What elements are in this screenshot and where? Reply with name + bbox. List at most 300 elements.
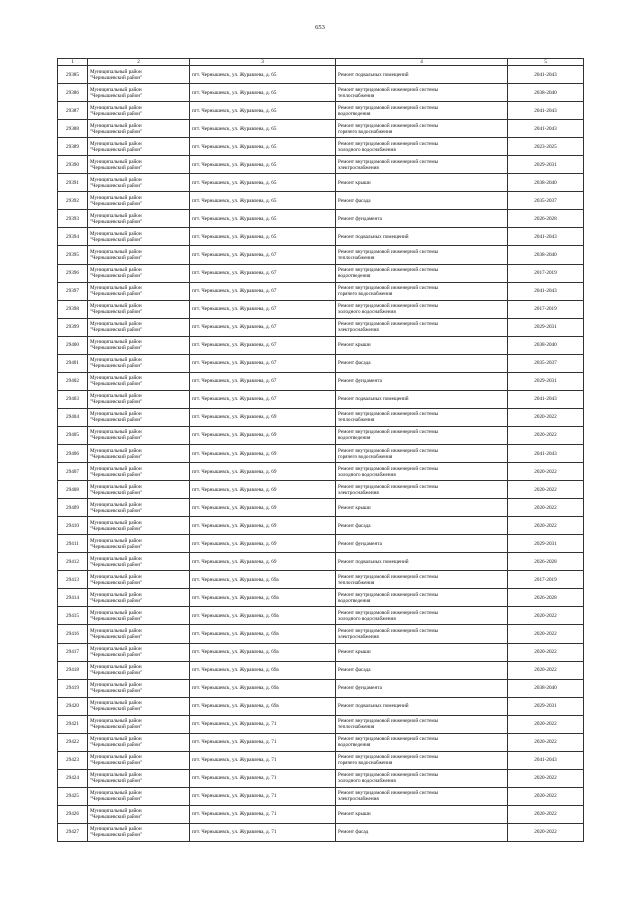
row-number-cell-text: 29423 [66, 757, 79, 764]
row-number-cell [58, 805, 88, 823]
row-number-cell-text: 29408 [66, 486, 79, 493]
municipality-cell-text: Муниципальный район [90, 194, 142, 201]
municipality-cell-text: Муниципальный район [90, 104, 142, 111]
address-cell [190, 444, 336, 462]
period-cell [508, 84, 584, 102]
work-type-cell-text: Ремонт фундамента [338, 685, 382, 692]
municipality-cell-text: Муниципальный район [90, 555, 142, 562]
period-cell [508, 823, 584, 841]
period-cell [508, 679, 584, 697]
address-cell-text: пгт. Чернышевск, ул. Журавлева, д. 69 [192, 522, 277, 529]
municipality-cell-text: "Чернышевский район" [90, 128, 143, 135]
period-cell [508, 408, 584, 426]
address-cell-text: пгт. Чернышевск, ул. Журавлева, д. 67 [192, 306, 277, 313]
address-cell [190, 787, 336, 805]
row-number-cell-text: 29427 [66, 829, 79, 836]
work-type-cell [336, 589, 508, 607]
work-type-cell [336, 354, 508, 372]
work-type-cell-text: горячего водоснабжения [338, 453, 393, 460]
period-cell [508, 66, 584, 84]
work-type-cell [336, 499, 508, 517]
column-header: 3 [190, 59, 336, 66]
work-type-cell-text: Ремонт крыши [338, 179, 371, 186]
municipality-cell-text: Муниципальный район [90, 267, 142, 274]
municipality-cell [88, 138, 190, 156]
municipality-cell-text: Муниципальный район [90, 122, 142, 129]
municipality-cell [88, 192, 190, 210]
work-type-cell [336, 192, 508, 210]
work-type-cell-text: Ремонт внутридомовой инженерной системы [338, 104, 439, 111]
period-cell [508, 174, 584, 192]
address-cell-text: пгт. Чернышевск, ул. Журавлева, д. 65 [192, 89, 277, 96]
work-type-cell [336, 318, 508, 336]
work-type-cell [336, 715, 508, 733]
work-type-cell-text: водоотведения [338, 435, 371, 442]
municipality-cell-text: "Чернышевский район" [90, 345, 143, 352]
row-number-cell-text: 29402 [66, 378, 79, 385]
municipality-cell-text: Муниципальный район [90, 285, 142, 292]
work-type-cell-text: Ремонт внутридомовой инженерной системы [338, 573, 439, 580]
work-type-cell-text: теплоснабжения [338, 579, 375, 586]
municipality-cell [88, 318, 190, 336]
period-cell-text: 2017-2019 [534, 270, 557, 277]
address-cell [190, 535, 336, 553]
municipality-cell-text: Муниципальный район [90, 718, 142, 725]
period-cell [508, 751, 584, 769]
work-type-cell-text: Ремонт внутридомовой инженерной системы [338, 483, 439, 490]
period-cell-text: 2029-2031 [534, 540, 557, 547]
municipality-cell-text: "Чернышевский район" [90, 688, 143, 695]
address-cell-text: пгт. Чернышевск, ул. Журавлева, д. 69а [192, 685, 279, 692]
row-number-cell [58, 769, 88, 787]
work-type-cell [336, 408, 508, 426]
work-type-cell [336, 661, 508, 679]
work-type-cell-text: Ремонт внутридомовой инженерной системы [338, 429, 439, 436]
work-type-cell-text: холодного водоснабжения [338, 615, 396, 622]
municipality-cell-text: "Чернышевский район" [90, 652, 143, 659]
row-number-cell-text: 29415 [66, 612, 79, 619]
address-cell-text: пгт. Чернышевск, ул. Журавлева, д. 69 [192, 414, 277, 421]
work-type-cell-text: Ремонт крыши [338, 504, 371, 511]
work-type-cell-text: Ремонт фундамента [338, 215, 382, 222]
municipality-cell-text: "Чернышевский район" [90, 182, 143, 189]
table-row [58, 246, 584, 264]
period-cell [508, 715, 584, 733]
municipality-cell [88, 66, 190, 84]
row-number-cell-text: 29413 [66, 576, 79, 583]
table-row [58, 787, 584, 805]
row-number-cell-text: 29405 [66, 432, 79, 439]
period-cell-text: 2029-2031 [534, 378, 557, 385]
work-type-cell-text: Ремонт внутридомовой инженерной системы [338, 267, 439, 274]
table-row [58, 174, 584, 192]
address-cell [190, 733, 336, 751]
municipality-cell [88, 643, 190, 661]
address-cell [190, 174, 336, 192]
address-cell [190, 481, 336, 499]
municipality-cell [88, 246, 190, 264]
row-number-cell [58, 787, 88, 805]
period-cell-text: 2020-2022 [534, 468, 557, 475]
work-type-cell-text: Ремонт внутридомовой инженерной системы [338, 86, 439, 93]
row-number-cell [58, 264, 88, 282]
address-cell [190, 300, 336, 318]
municipality-cell-text: "Чернышевский район" [90, 200, 143, 207]
period-cell [508, 481, 584, 499]
period-cell [508, 805, 584, 823]
work-type-cell-text: холодного водоснабжения [338, 309, 396, 316]
period-cell [508, 354, 584, 372]
table-row [58, 751, 584, 769]
period-cell-text: 2041-2043 [534, 233, 557, 240]
address-cell [190, 625, 336, 643]
row-number-cell [58, 282, 88, 300]
municipality-cell-text: "Чернышевский район" [90, 796, 143, 803]
period-cell-text: 2020-2022 [534, 739, 557, 746]
address-cell-text: пгт. Чернышевск, ул. Журавлева, д. 65 [192, 161, 277, 168]
period-cell [508, 661, 584, 679]
municipality-cell-text: "Чернышевский район" [90, 724, 143, 731]
municipality-cell-text: Муниципальный район [90, 140, 142, 147]
address-cell-text: пгт. Чернышевск, ул. Журавлева, д. 65 [192, 179, 277, 186]
row-number-cell-text: 29417 [66, 649, 79, 656]
address-cell-text: пгт. Чернышевск, ул. Журавлева, д. 71 [192, 775, 277, 782]
municipality-cell-text: "Чернышевский район" [90, 778, 143, 785]
municipality-cell [88, 535, 190, 553]
period-cell-text: 2029-2031 [534, 703, 557, 710]
address-cell [190, 156, 336, 174]
table-header-row [58, 59, 584, 66]
municipality-cell-text: Муниципальный район [90, 230, 142, 237]
work-type-cell-text: Ремонт внутридомовой инженерной системы [338, 609, 439, 616]
municipality-cell-text: Муниципальный район [90, 375, 142, 382]
work-type-cell-text: Ремонт подвальных помещений [338, 703, 409, 710]
work-type-cell-text: теплоснабжения [338, 92, 375, 99]
row-number-cell [58, 751, 88, 769]
municipality-cell [88, 517, 190, 535]
address-cell [190, 553, 336, 571]
row-number-cell [58, 354, 88, 372]
municipality-cell-text: "Чернышевский район" [90, 579, 143, 586]
table-row [58, 318, 584, 336]
work-type-cell-text: Ремонт фасада [338, 522, 371, 529]
address-cell-text: пгт. Чернышевск, ул. Журавлева, д. 65 [192, 197, 277, 204]
address-cell [190, 192, 336, 210]
row-number-cell-text: 29418 [66, 667, 79, 674]
address-cell-text: пгт. Чернышевск, ул. Журавлева, д. 67 [192, 270, 277, 277]
period-cell-text: 2020-2022 [534, 775, 557, 782]
municipality-cell-text: "Чернышевский район" [90, 435, 143, 442]
municipality-cell-text: Муниципальный район [90, 465, 142, 472]
work-type-cell [336, 228, 508, 246]
municipality-cell-text: "Чернышевский район" [90, 453, 143, 460]
row-number-cell-text: 29398 [66, 306, 79, 313]
table-row [58, 354, 584, 372]
address-cell-text: пгт. Чернышевск, ул. Журавлева, д. 69 [192, 468, 277, 475]
work-type-cell-text: Ремонт фасада [338, 197, 371, 204]
table-row [58, 463, 584, 481]
address-cell [190, 571, 336, 589]
address-cell [190, 661, 336, 679]
address-cell [190, 282, 336, 300]
period-cell [508, 390, 584, 408]
work-type-cell-text: Ремонт крыши [338, 649, 371, 656]
work-type-cell-text: Ремонт внутридомовой инженерной системы [338, 140, 439, 147]
row-number-cell-text: 29419 [66, 685, 79, 692]
address-cell-text: пгт. Чернышевск, ул. Журавлева, д. 69 [192, 558, 277, 565]
municipality-cell-text: "Чернышевский район" [90, 597, 143, 604]
period-cell [508, 643, 584, 661]
work-type-cell [336, 210, 508, 228]
period-cell-text: 2020-2022 [534, 667, 557, 674]
municipality-cell [88, 390, 190, 408]
work-type-cell-text: холодного водоснабжения [338, 471, 396, 478]
municipality-cell-text: Муниципальный район [90, 212, 142, 219]
address-cell-text: пгт. Чернышевск, ул. Журавлева, д. 69 [192, 450, 277, 457]
period-cell-text: 2041-2043 [534, 71, 557, 78]
row-number-cell [58, 553, 88, 571]
row-number-cell-text: 29396 [66, 270, 79, 277]
work-type-cell-text: электроснабжения [338, 489, 379, 496]
period-cell-text: 2020-2022 [534, 649, 557, 656]
period-cell [508, 444, 584, 462]
period-cell [508, 607, 584, 625]
work-type-cell-text: горячего водоснабжения [338, 760, 393, 767]
period-cell [508, 571, 584, 589]
repair-schedule-table [57, 58, 584, 842]
municipality-cell-text: "Чернышевский район" [90, 254, 143, 261]
row-number-cell-text: 29426 [66, 811, 79, 818]
address-cell [190, 751, 336, 769]
period-cell [508, 553, 584, 571]
municipality-cell-text: "Чернышевский район" [90, 309, 143, 316]
municipality-cell-text: "Чернышевский район" [90, 381, 143, 388]
page-number: 653 [315, 24, 325, 31]
municipality-cell-text: Муниципальный район [90, 483, 142, 490]
period-cell-text: 2041-2043 [534, 125, 557, 132]
period-cell [508, 733, 584, 751]
column-header: 4 [336, 59, 508, 66]
address-cell [190, 408, 336, 426]
municipality-cell-text: Муниципальный район [90, 646, 142, 653]
address-cell-text: пгт. Чернышевск, ул. Журавлева, д. 69 [192, 504, 277, 511]
row-number-cell-text: 29397 [66, 288, 79, 295]
work-type-cell-text: Ремонт внутридомовой инженерной системы [338, 591, 439, 598]
table-row [58, 553, 584, 571]
address-cell-text: пгт. Чернышевск, ул. Журавлева, д. 69а [192, 630, 279, 637]
period-cell-text: 2020-2022 [534, 486, 557, 493]
work-type-cell-text: теплоснабжения [338, 417, 375, 424]
work-type-cell-text: Ремонт внутридомовой инженерной системы [338, 754, 439, 761]
address-cell-text: пгт. Чернышевск, ул. Журавлева, д. 65 [192, 71, 277, 78]
period-cell-text: 2041-2043 [534, 107, 557, 114]
work-type-cell-text: Ремонт внутридомовой инженерной системы [338, 790, 439, 797]
address-cell [190, 210, 336, 228]
address-cell [190, 823, 336, 841]
municipality-cell-text: "Чернышевский район" [90, 291, 143, 298]
municipality-cell [88, 571, 190, 589]
row-number-cell [58, 66, 88, 84]
period-cell [508, 120, 584, 138]
work-type-cell-text: Ремонт фасада [338, 667, 371, 674]
period-cell-text: 2020-2022 [534, 829, 557, 836]
table-row [58, 192, 584, 210]
row-number-cell-text: 29401 [66, 360, 79, 367]
work-type-cell-text: Ремонт крыши [338, 342, 371, 349]
work-type-cell-text: электроснабжения [338, 327, 379, 334]
municipality-cell-text: "Чернышевский район" [90, 417, 143, 424]
table-row [58, 607, 584, 625]
work-type-cell-text: Ремонт подвальных помещений [338, 71, 409, 78]
address-cell-text: пгт. Чернышевск, ул. Журавлева, д. 65 [192, 125, 277, 132]
work-type-cell [336, 625, 508, 643]
municipality-cell-text: "Чернышевский район" [90, 146, 143, 153]
address-cell-text: пгт. Чернышевск, ул. Журавлева, д. 65 [192, 143, 277, 150]
period-cell-text: 2020-2022 [534, 721, 557, 728]
period-cell-text: 2020-2022 [534, 793, 557, 800]
row-number-cell [58, 499, 88, 517]
row-number-cell [58, 156, 88, 174]
work-type-cell [336, 643, 508, 661]
row-number-cell [58, 228, 88, 246]
period-cell [508, 138, 584, 156]
municipality-cell [88, 805, 190, 823]
work-type-cell [336, 102, 508, 120]
municipality-cell [88, 174, 190, 192]
period-cell [508, 787, 584, 805]
municipality-cell [88, 733, 190, 751]
work-type-cell [336, 607, 508, 625]
address-cell [190, 607, 336, 625]
work-type-cell [336, 120, 508, 138]
row-number-cell [58, 733, 88, 751]
work-type-cell-text: Ремонт крыши [338, 811, 371, 818]
address-cell-text: пгт. Чернышевск, ул. Журавлева, д. 69а [192, 667, 279, 674]
municipality-cell-text: "Чернышевский район" [90, 670, 143, 677]
row-number-cell [58, 138, 88, 156]
work-type-cell [336, 66, 508, 84]
municipality-cell-text: Муниципальный район [90, 573, 142, 580]
table-row [58, 408, 584, 426]
table-row [58, 336, 584, 354]
municipality-cell-text: Муниципальный район [90, 158, 142, 165]
period-cell-text: 2026-2028 [534, 558, 557, 565]
address-cell [190, 102, 336, 120]
work-type-cell-text: горячего водоснабжения [338, 291, 393, 298]
work-type-cell [336, 517, 508, 535]
address-cell [190, 697, 336, 715]
row-number-cell [58, 643, 88, 661]
municipality-cell [88, 120, 190, 138]
row-number-cell-text: 29411 [66, 540, 79, 547]
table-row [58, 517, 584, 535]
work-type-cell-text: Ремонт фасада [338, 360, 371, 367]
table-row [58, 643, 584, 661]
work-type-cell [336, 463, 508, 481]
municipality-cell [88, 264, 190, 282]
table-row [58, 300, 584, 318]
row-number-cell [58, 192, 88, 210]
row-number-cell [58, 481, 88, 499]
municipality-cell-text: "Чернышевский район" [90, 273, 143, 280]
municipality-cell [88, 589, 190, 607]
municipality-cell-text: Муниципальный район [90, 411, 142, 418]
row-number-cell [58, 318, 88, 336]
work-type-cell-text: теплоснабжения [338, 254, 375, 261]
period-cell [508, 517, 584, 535]
municipality-cell-text: "Чернышевский район" [90, 218, 143, 225]
period-cell-text: 2020-2022 [534, 522, 557, 529]
row-number-cell [58, 571, 88, 589]
municipality-cell [88, 463, 190, 481]
municipality-cell-text: Муниципальный район [90, 826, 142, 833]
period-cell [508, 282, 584, 300]
address-cell [190, 463, 336, 481]
municipality-cell-text: Муниципальный район [90, 664, 142, 671]
municipality-cell-text: "Чернышевский район" [90, 615, 143, 622]
address-cell [190, 138, 336, 156]
work-type-cell-text: электроснабжения [338, 633, 379, 640]
address-cell-text: пгт. Чернышевск, ул. Журавлева, д. 67 [192, 342, 277, 349]
period-cell [508, 156, 584, 174]
row-number-cell [58, 336, 88, 354]
work-type-cell-text: холодного водоснабжения [338, 778, 396, 785]
period-cell-text: 2038-2040 [534, 179, 557, 186]
row-number-cell [58, 463, 88, 481]
address-cell [190, 499, 336, 517]
table-row [58, 156, 584, 174]
address-cell-text: пгт. Чернышевск, ул. Журавлева, д. 65 [192, 233, 277, 240]
period-cell [508, 228, 584, 246]
work-type-cell-text: Ремонт внутридомовой инженерной системы [338, 248, 439, 255]
municipality-cell-text: "Чернышевский район" [90, 489, 143, 496]
work-type-cell [336, 336, 508, 354]
work-type-cell-text: водоотведения [338, 597, 371, 604]
row-number-cell [58, 697, 88, 715]
municipality-cell-text: Муниципальный район [90, 321, 142, 328]
row-number-cell-text: 29410 [66, 522, 79, 529]
table-row [58, 426, 584, 444]
address-cell-text: пгт. Чернышевск, ул. Журавлева, д. 69 [192, 432, 277, 439]
municipality-cell [88, 661, 190, 679]
period-cell-text: 2038-2040 [534, 685, 557, 692]
period-cell [508, 318, 584, 336]
work-type-cell [336, 679, 508, 697]
row-number-cell [58, 535, 88, 553]
row-number-cell-text: 29386 [66, 89, 79, 96]
municipality-cell-text: "Чернышевский район" [90, 742, 143, 749]
municipality-cell-text: "Чернышевский район" [90, 236, 143, 243]
address-cell-text: пгт. Чернышевск, ул. Журавлева, д. 69а [192, 594, 279, 601]
municipality-cell [88, 228, 190, 246]
row-number-cell-text: 29395 [66, 251, 79, 258]
row-number-cell-text: 29387 [66, 107, 79, 114]
row-number-cell [58, 408, 88, 426]
work-type-cell-text: Ремонт внутридомовой инженерной системы [338, 321, 439, 328]
period-cell-text: 2041-2043 [534, 396, 557, 403]
municipality-cell-text: Муниципальный район [90, 537, 142, 544]
column-header: 1 [58, 59, 88, 66]
period-cell-text: 2035-2037 [534, 360, 557, 367]
period-cell [508, 336, 584, 354]
period-cell [508, 102, 584, 120]
work-type-cell [336, 156, 508, 174]
period-cell [508, 210, 584, 228]
table-row [58, 535, 584, 553]
municipality-cell [88, 282, 190, 300]
column-header: 5 [508, 59, 584, 66]
work-type-cell [336, 481, 508, 499]
